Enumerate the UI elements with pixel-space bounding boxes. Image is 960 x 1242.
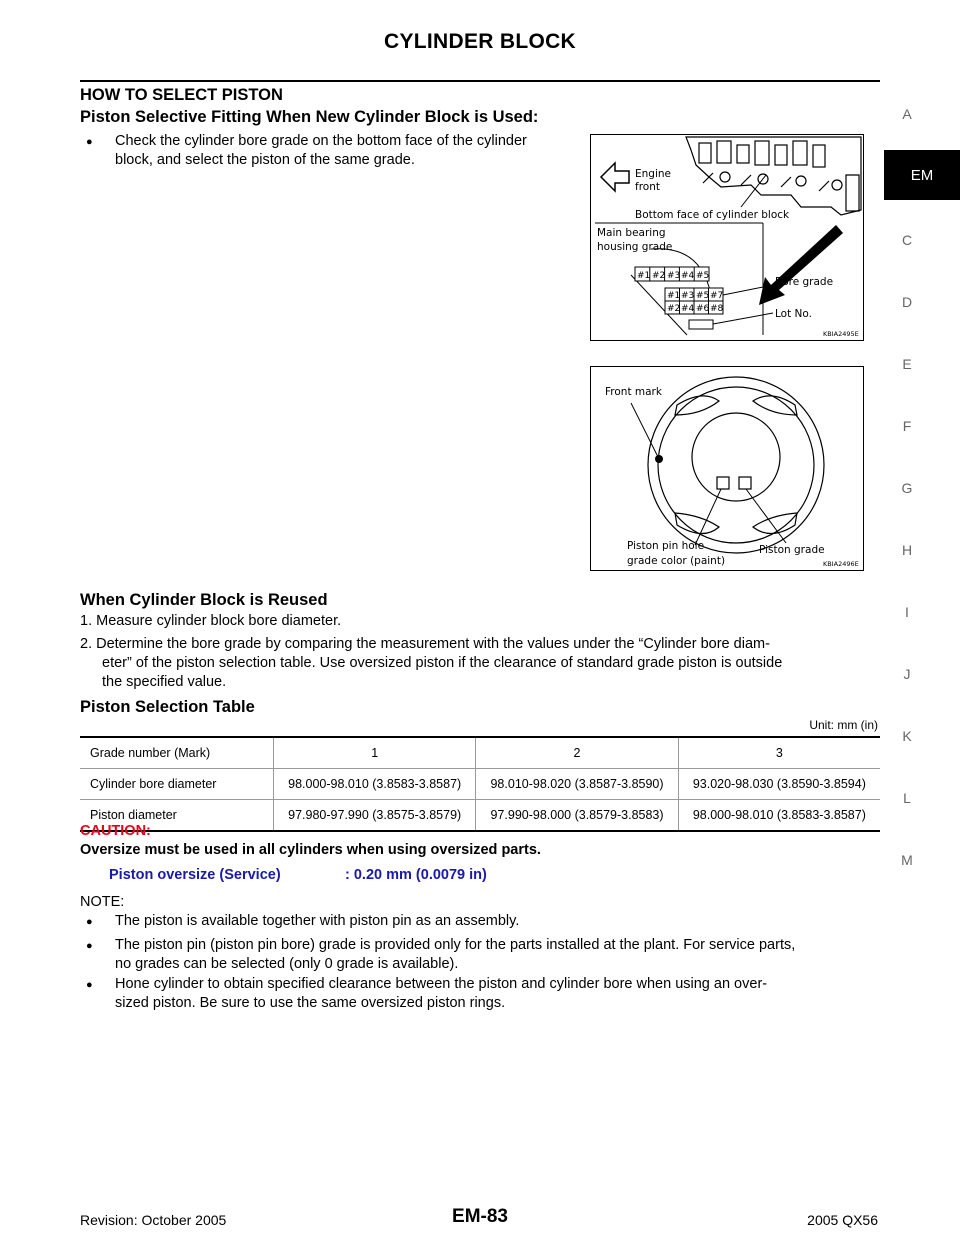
grade-row1 bbox=[637, 271, 724, 314]
footer-page-number: EM-83 bbox=[452, 1206, 508, 1227]
caution-label: CAUTION: bbox=[80, 823, 151, 839]
table-row bbox=[80, 769, 880, 800]
svg-text:#2: #2 bbox=[652, 271, 666, 281]
bullet-icon: ● bbox=[86, 916, 93, 928]
header-rule bbox=[80, 80, 880, 82]
side-index-m[interactable]: M bbox=[901, 852, 913, 868]
section-subheading: Piston Selective Fitting When New Cylinder Block is Used: bbox=[80, 108, 539, 126]
table-cell: 97.990-98.000 (3.8579-3.8583) bbox=[476, 800, 678, 832]
table-header-cell: 3 bbox=[775, 746, 783, 760]
bore-grade-label: Bore grade bbox=[775, 276, 834, 288]
side-index-g[interactable]: G bbox=[901, 480, 913, 496]
side-index-e[interactable]: E bbox=[902, 356, 912, 372]
svg-text:#8: #8 bbox=[710, 304, 724, 314]
section-heading: HOW TO SELECT PISTON bbox=[80, 86, 283, 104]
piston-selection-table bbox=[80, 736, 880, 832]
main-bearing-label-1: Main bearing bbox=[597, 227, 666, 239]
reused-step2-line1: 2. Determine the bore grade by comparing the measurement with the values under the “Cylinder bore diam- bbox=[80, 636, 770, 652]
lot-no-label: Lot No. bbox=[775, 308, 812, 320]
svg-text:#5: #5 bbox=[696, 271, 710, 281]
note-bullet2-line1: The piston pin (piston pin bore) grade is provided only for the parts installed at the plant. For service parts, bbox=[115, 937, 796, 953]
oversize-spec-value: : 0.20 mm (0.0079 in) bbox=[345, 867, 487, 883]
side-index-em-active[interactable]: EM bbox=[884, 150, 960, 200]
side-index-j[interactable]: J bbox=[903, 666, 911, 682]
engine-front-arrow-icon bbox=[601, 163, 629, 191]
reused-step2-line2: eter” of the piston selection table. Use oversized piston if the clearance of standard grade piston is outside bbox=[102, 655, 783, 671]
svg-text:#5: #5 bbox=[696, 291, 710, 301]
figure-cylinder-block-bottom bbox=[590, 134, 864, 341]
footer-revision: Revision: October 2005 bbox=[80, 1212, 227, 1228]
svg-text:#4: #4 bbox=[681, 271, 695, 281]
oversize-spec-label: Piston oversize (Service) bbox=[109, 867, 281, 883]
pin-hole-label-2: grade color (paint) bbox=[627, 555, 726, 567]
reused-step1: 1. Measure cylinder block bore diameter. bbox=[80, 613, 342, 629]
caution-text: Oversize must be used in all cylinders when using oversized parts. bbox=[80, 842, 541, 858]
side-index-a[interactable]: A bbox=[902, 106, 912, 122]
table-unit: Unit: mm (in) bbox=[809, 718, 878, 732]
side-index-h[interactable]: H bbox=[901, 542, 913, 558]
figure-piston-top bbox=[590, 366, 864, 571]
table-cell: 97.980-97.990 (3.8575-3.8579) bbox=[274, 800, 476, 832]
bottom-face-label: Bottom face of cylinder block bbox=[635, 209, 790, 221]
reused-heading: When Cylinder Block is Reused bbox=[80, 591, 328, 609]
svg-text:#2: #2 bbox=[667, 304, 681, 314]
figure1-code: KBIA2495E bbox=[823, 330, 859, 338]
side-index-i[interactable]: I bbox=[905, 604, 909, 620]
figure2-code: KBIA2496E bbox=[823, 560, 859, 568]
side-index-d[interactable]: D bbox=[901, 294, 913, 310]
svg-text:#1: #1 bbox=[667, 291, 681, 301]
page-title: CYLINDER BLOCK bbox=[383, 30, 577, 53]
note-bullet2-line2: no grades can be selected (only 0 grade is available). bbox=[115, 956, 459, 972]
table-header-row bbox=[80, 737, 880, 769]
note-bullet3-line1: Hone cylinder to obtain specified clearance between the piston and cylinder bore when using an over- bbox=[115, 976, 768, 992]
side-index-c[interactable]: C bbox=[901, 232, 913, 248]
bullet-text-line1: Check the cylinder bore grade on the bottom face of the cylinder bbox=[115, 133, 527, 149]
table-header-cell: 2 bbox=[476, 737, 678, 769]
table-cell: 98.000-98.010 (3.8583-3.8587) bbox=[692, 808, 866, 822]
footer-model: 2005 QX56 bbox=[807, 1212, 878, 1228]
table-cell: Cylinder bore diameter bbox=[80, 769, 274, 800]
note-label: NOTE: bbox=[80, 894, 125, 910]
svg-text:#7: #7 bbox=[710, 291, 724, 301]
bullet-icon: ● bbox=[86, 136, 93, 148]
reused-step2-line3: the specified value. bbox=[102, 674, 227, 690]
side-index-f[interactable]: F bbox=[902, 418, 912, 434]
svg-text:#3: #3 bbox=[681, 291, 695, 301]
bullet-text-line2: block, and select the piston of the same grade. bbox=[115, 152, 415, 168]
direction-arrow-icon bbox=[759, 225, 843, 305]
side-index-l[interactable]: L bbox=[903, 790, 911, 806]
svg-text:#3: #3 bbox=[667, 271, 681, 281]
table-cell: 98.000-98.010 (3.8583-3.8587) bbox=[274, 769, 476, 800]
svg-text:#4: #4 bbox=[681, 304, 695, 314]
engine-front-label-2: front bbox=[635, 181, 660, 193]
bullet-icon: ● bbox=[86, 940, 93, 952]
engine-front-label-1: Engine bbox=[635, 168, 671, 180]
side-index-k[interactable]: K bbox=[902, 728, 912, 744]
svg-text:#1: #1 bbox=[637, 271, 651, 281]
pin-hole-label-1: Piston pin hole bbox=[627, 540, 705, 552]
table-cell: 93.020-98.030 (3.8590-3.8594) bbox=[692, 777, 866, 791]
piston-grade-label: Piston grade bbox=[759, 544, 825, 556]
note-bullet3-line2: sized piston. Be sure to use the same oversized piston rings. bbox=[115, 995, 506, 1011]
main-bearing-label-2: housing grade bbox=[597, 241, 673, 253]
front-mark-label: Front mark bbox=[605, 386, 662, 398]
table-cell: 98.010-98.020 (3.8587-3.8590) bbox=[476, 769, 678, 800]
svg-text:#6: #6 bbox=[696, 304, 710, 314]
cylinder-block-diagram bbox=[591, 135, 863, 340]
table-cell: Piston diameter bbox=[80, 800, 274, 832]
table-heading: Piston Selection Table bbox=[80, 698, 255, 716]
piston-diagram bbox=[591, 367, 863, 570]
bullet-icon: ● bbox=[86, 979, 93, 991]
table-header-cell: 1 bbox=[274, 737, 476, 769]
table-header-cell: Grade number (Mark) bbox=[80, 737, 274, 769]
table-row bbox=[80, 800, 880, 832]
note-bullet1: The piston is available together with piston pin as an assembly. bbox=[115, 913, 520, 929]
